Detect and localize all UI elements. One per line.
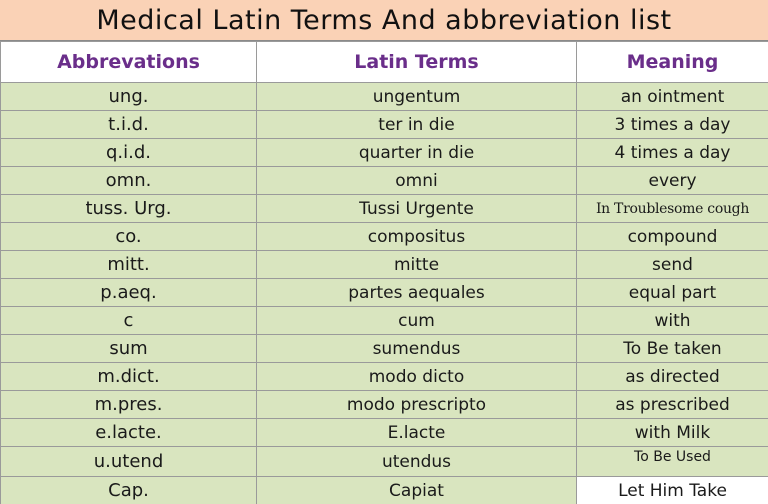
meaning-cell[interactable]: every bbox=[577, 167, 768, 195]
latin-term-cell[interactable]: utendus bbox=[257, 447, 577, 477]
latin-term-cell[interactable]: ter in die bbox=[257, 111, 577, 139]
latin-term-cell[interactable]: Tussi Urgente bbox=[257, 195, 577, 223]
abbreviation-cell[interactable]: p.aeq. bbox=[1, 279, 257, 307]
table-row bbox=[1, 477, 768, 504]
latin-term-cell[interactable]: E.lacte bbox=[257, 419, 577, 447]
table-row bbox=[1, 307, 768, 335]
meaning-cell[interactable]: To Be taken bbox=[577, 335, 768, 363]
column-header-abbreviations[interactable]: Abbrevations bbox=[1, 42, 257, 83]
abbreviation-cell[interactable]: co. bbox=[1, 223, 257, 251]
abbreviation-cell[interactable]: u.utend bbox=[1, 447, 257, 477]
latin-term-cell[interactable]: sumendus bbox=[257, 335, 577, 363]
table-row bbox=[1, 139, 768, 167]
table-title: Medical Latin Terms And abbreviation list bbox=[0, 0, 768, 41]
abbreviation-cell[interactable]: mitt. bbox=[1, 251, 257, 279]
latin-term-cell[interactable]: modo dicto bbox=[257, 363, 577, 391]
latin-term-cell[interactable]: compositus bbox=[257, 223, 577, 251]
abbreviation-cell[interactable]: Cap. bbox=[1, 477, 257, 504]
meaning-cell[interactable]: send bbox=[577, 251, 768, 279]
abbreviation-cell[interactable]: t.i.d. bbox=[1, 111, 257, 139]
latin-term-cell[interactable]: ungentum bbox=[257, 83, 577, 111]
latin-term-cell[interactable]: mitte bbox=[257, 251, 577, 279]
table-row bbox=[1, 251, 768, 279]
table-row bbox=[1, 83, 768, 111]
meaning-cell[interactable]: 4 times a day bbox=[577, 139, 768, 167]
abbreviation-cell[interactable]: omn. bbox=[1, 167, 257, 195]
table-row bbox=[1, 195, 768, 223]
table-row bbox=[1, 223, 768, 251]
latin-term-cell[interactable]: cum bbox=[257, 307, 577, 335]
table-row bbox=[1, 363, 768, 391]
meaning-cell[interactable]: compound bbox=[577, 223, 768, 251]
meaning-cell[interactable]: with Milk bbox=[577, 419, 768, 447]
column-header-latin-terms[interactable]: Latin Terms bbox=[257, 42, 577, 83]
abbreviation-cell[interactable]: m.pres. bbox=[1, 391, 257, 419]
column-header-meaning[interactable]: Meaning bbox=[577, 42, 768, 83]
table-row bbox=[1, 335, 768, 363]
abbreviation-cell[interactable]: e.lacte. bbox=[1, 419, 257, 447]
meaning-cell[interactable]: In Troublesome cough bbox=[577, 195, 768, 223]
meaning-cell[interactable]: 3 times a day bbox=[577, 111, 768, 139]
latin-term-cell[interactable]: partes aequales bbox=[257, 279, 577, 307]
meaning-cell[interactable]: equal part bbox=[577, 279, 768, 307]
abbreviation-cell[interactable]: sum bbox=[1, 335, 257, 363]
abbreviation-cell[interactable]: c bbox=[1, 307, 257, 335]
meaning-cell[interactable]: as directed bbox=[577, 363, 768, 391]
meaning-cell[interactable]: with bbox=[577, 307, 768, 335]
meaning-cell[interactable]: To Be Used bbox=[577, 447, 768, 477]
abbreviation-cell[interactable]: ung. bbox=[1, 83, 257, 111]
header-row bbox=[1, 42, 768, 83]
terms-table bbox=[0, 41, 768, 504]
latin-term-cell[interactable]: omni bbox=[257, 167, 577, 195]
meaning-cell[interactable]: as prescribed bbox=[577, 391, 768, 419]
latin-term-cell[interactable]: Capiat bbox=[257, 477, 577, 504]
meaning-cell-selected[interactable]: Let Him Take bbox=[577, 477, 768, 504]
table-row bbox=[1, 111, 768, 139]
meaning-cell[interactable]: an ointment bbox=[577, 83, 768, 111]
abbreviation-cell[interactable]: m.dict. bbox=[1, 363, 257, 391]
latin-term-cell[interactable]: quarter in die bbox=[257, 139, 577, 167]
table-row bbox=[1, 167, 768, 195]
latin-term-cell[interactable]: modo prescripto bbox=[257, 391, 577, 419]
table-row bbox=[1, 447, 768, 477]
table-row bbox=[1, 419, 768, 447]
table-row bbox=[1, 279, 768, 307]
table-row bbox=[1, 391, 768, 419]
abbreviation-cell[interactable]: tuss. Urg. bbox=[1, 195, 257, 223]
abbreviation-cell[interactable]: q.i.d. bbox=[1, 139, 257, 167]
